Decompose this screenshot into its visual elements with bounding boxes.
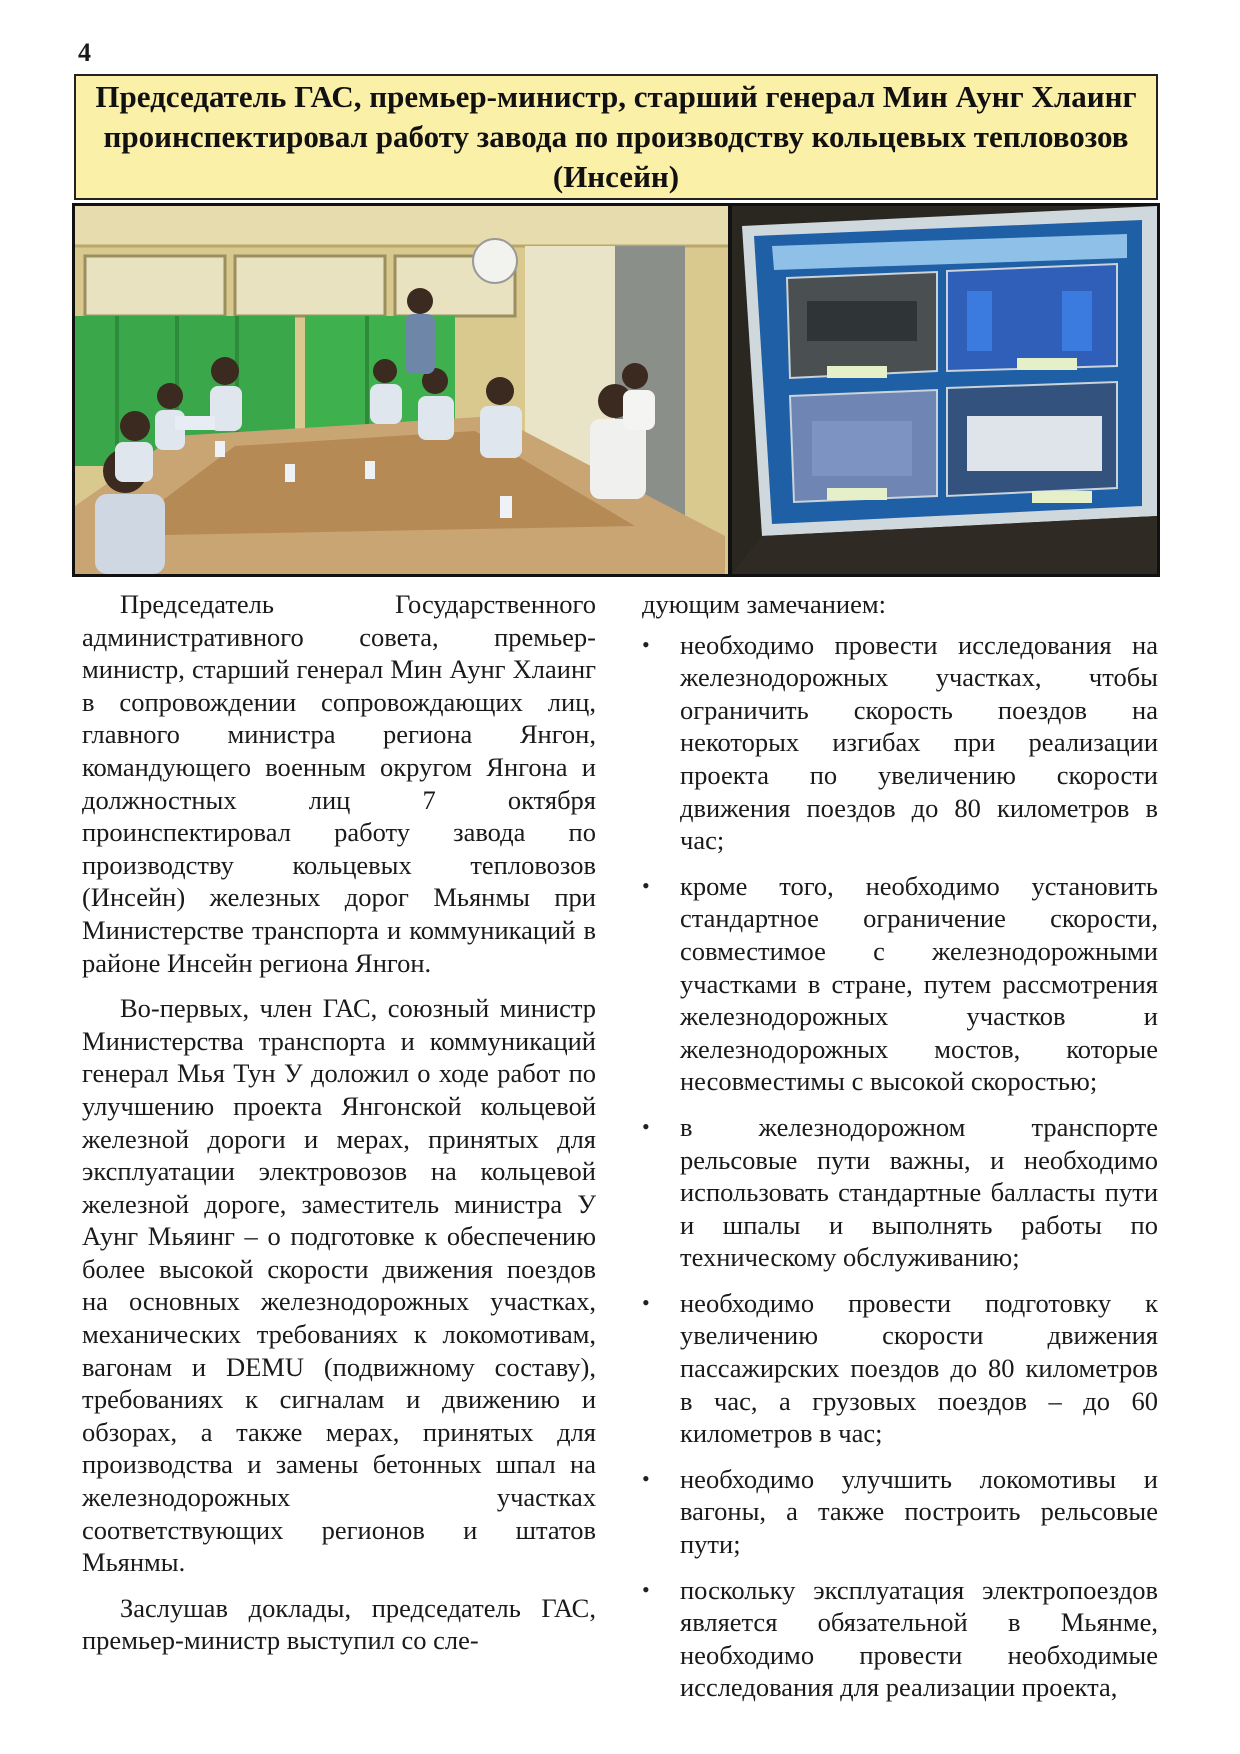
left-column xyxy=(82,588,596,1670)
page-number: 4 xyxy=(78,38,91,67)
paragraph-reports: Во-первых, член ГАС, союзный министр Министерства транспорта и коммуникаций генерал Мья Тун У доложил о ходе работ по улучшению проекта Янгонской кольцевой железной дороги и мерах, принятых для эксплуатации электровозов на кольцевой железной дороге, заместитель министра У Аунг Мьяинг – о подготовке к обеспечению более высокой скорости движения поездов на основных железнодорожных участках, механических требованиях к локомотивам, вагонам и DEMU (подвижному составу), требованиях к сигналам и движению и обзорах, а также мерах, принятых для производства и замены бетонных шпал на железнодорожных участках соответствующих регионов и штатов Мьянмы. xyxy=(82,993,596,1578)
projection-screen-illustration xyxy=(732,206,1157,574)
photo-frame xyxy=(72,203,1160,577)
list-item: • необходимо провести подготовку к увеличению скорости движения пассажирских поездов до 80 километров в час, а грузовых поездов – до 60 километров в час; xyxy=(642,1287,1158,1450)
right-column xyxy=(642,588,1158,1717)
meeting-room-photo xyxy=(75,206,728,574)
paragraph-remarks-start: Заслушав доклады, председатель ГАС, премьер-министр выступил со сле- xyxy=(82,1592,596,1656)
list-item: • поскольку эксплуатация электропоездов является обязательной в Мьянме, необходимо провести необходимые исследования для реализации проекта, xyxy=(642,1574,1158,1704)
headline-box xyxy=(74,74,1158,200)
list-item: • необходимо провести исследования на железнодорожных участках, чтобы ограничить скорость поездов на некоторых изгибах при реализации проекта по увеличению скорости движения поездов до 80 километров в час; xyxy=(642,629,1158,857)
list-item: • необходимо улучшить локомотивы и вагоны, а также построить рельсовые пути; xyxy=(642,1463,1158,1561)
headline: Председатель ГАС, премьер-министр, старший генерал Мин Аунг Хлаинг проинспектировал работу завода по производству кольцевых тепловозов (Инсейн) xyxy=(95,79,1137,194)
list-item: • кроме того, необходимо установить стандартное ограничение скорости, совместимое с железнодорожными участками в стране, путем рассмотрения железнодорожных участков и железнодорожных мостов, которые несовместимы с высокой скоростью; xyxy=(642,870,1158,1098)
remarks-list xyxy=(642,629,1158,1704)
paragraph-intro: Председатель Государственного административного совета, премьер-министр, старший генерал Мин Аунг Хлаинг в сопровождении сопровождающих лиц, главного министра региона Янгон, командующего военным округом Янгона и должностных лиц 7 октября проинспектировал работу завода по производству кольцевых тепловозов (Инсейн) железных дорог Мьянмы при Министерстве транспорта и коммуникаций в районе Инсейн региона Янгон. xyxy=(82,589,596,978)
remarks-continuation: дующим замечанием: xyxy=(642,589,886,619)
meeting-room-illustration xyxy=(75,206,728,574)
projection-screen-photo xyxy=(732,206,1157,574)
list-item: • в железнодорожном транспорте рельсовые пути важны, и необходимо использовать стандартные балласты пути и шпалы и выполнять работы по техническому обслуживанию; xyxy=(642,1111,1158,1274)
